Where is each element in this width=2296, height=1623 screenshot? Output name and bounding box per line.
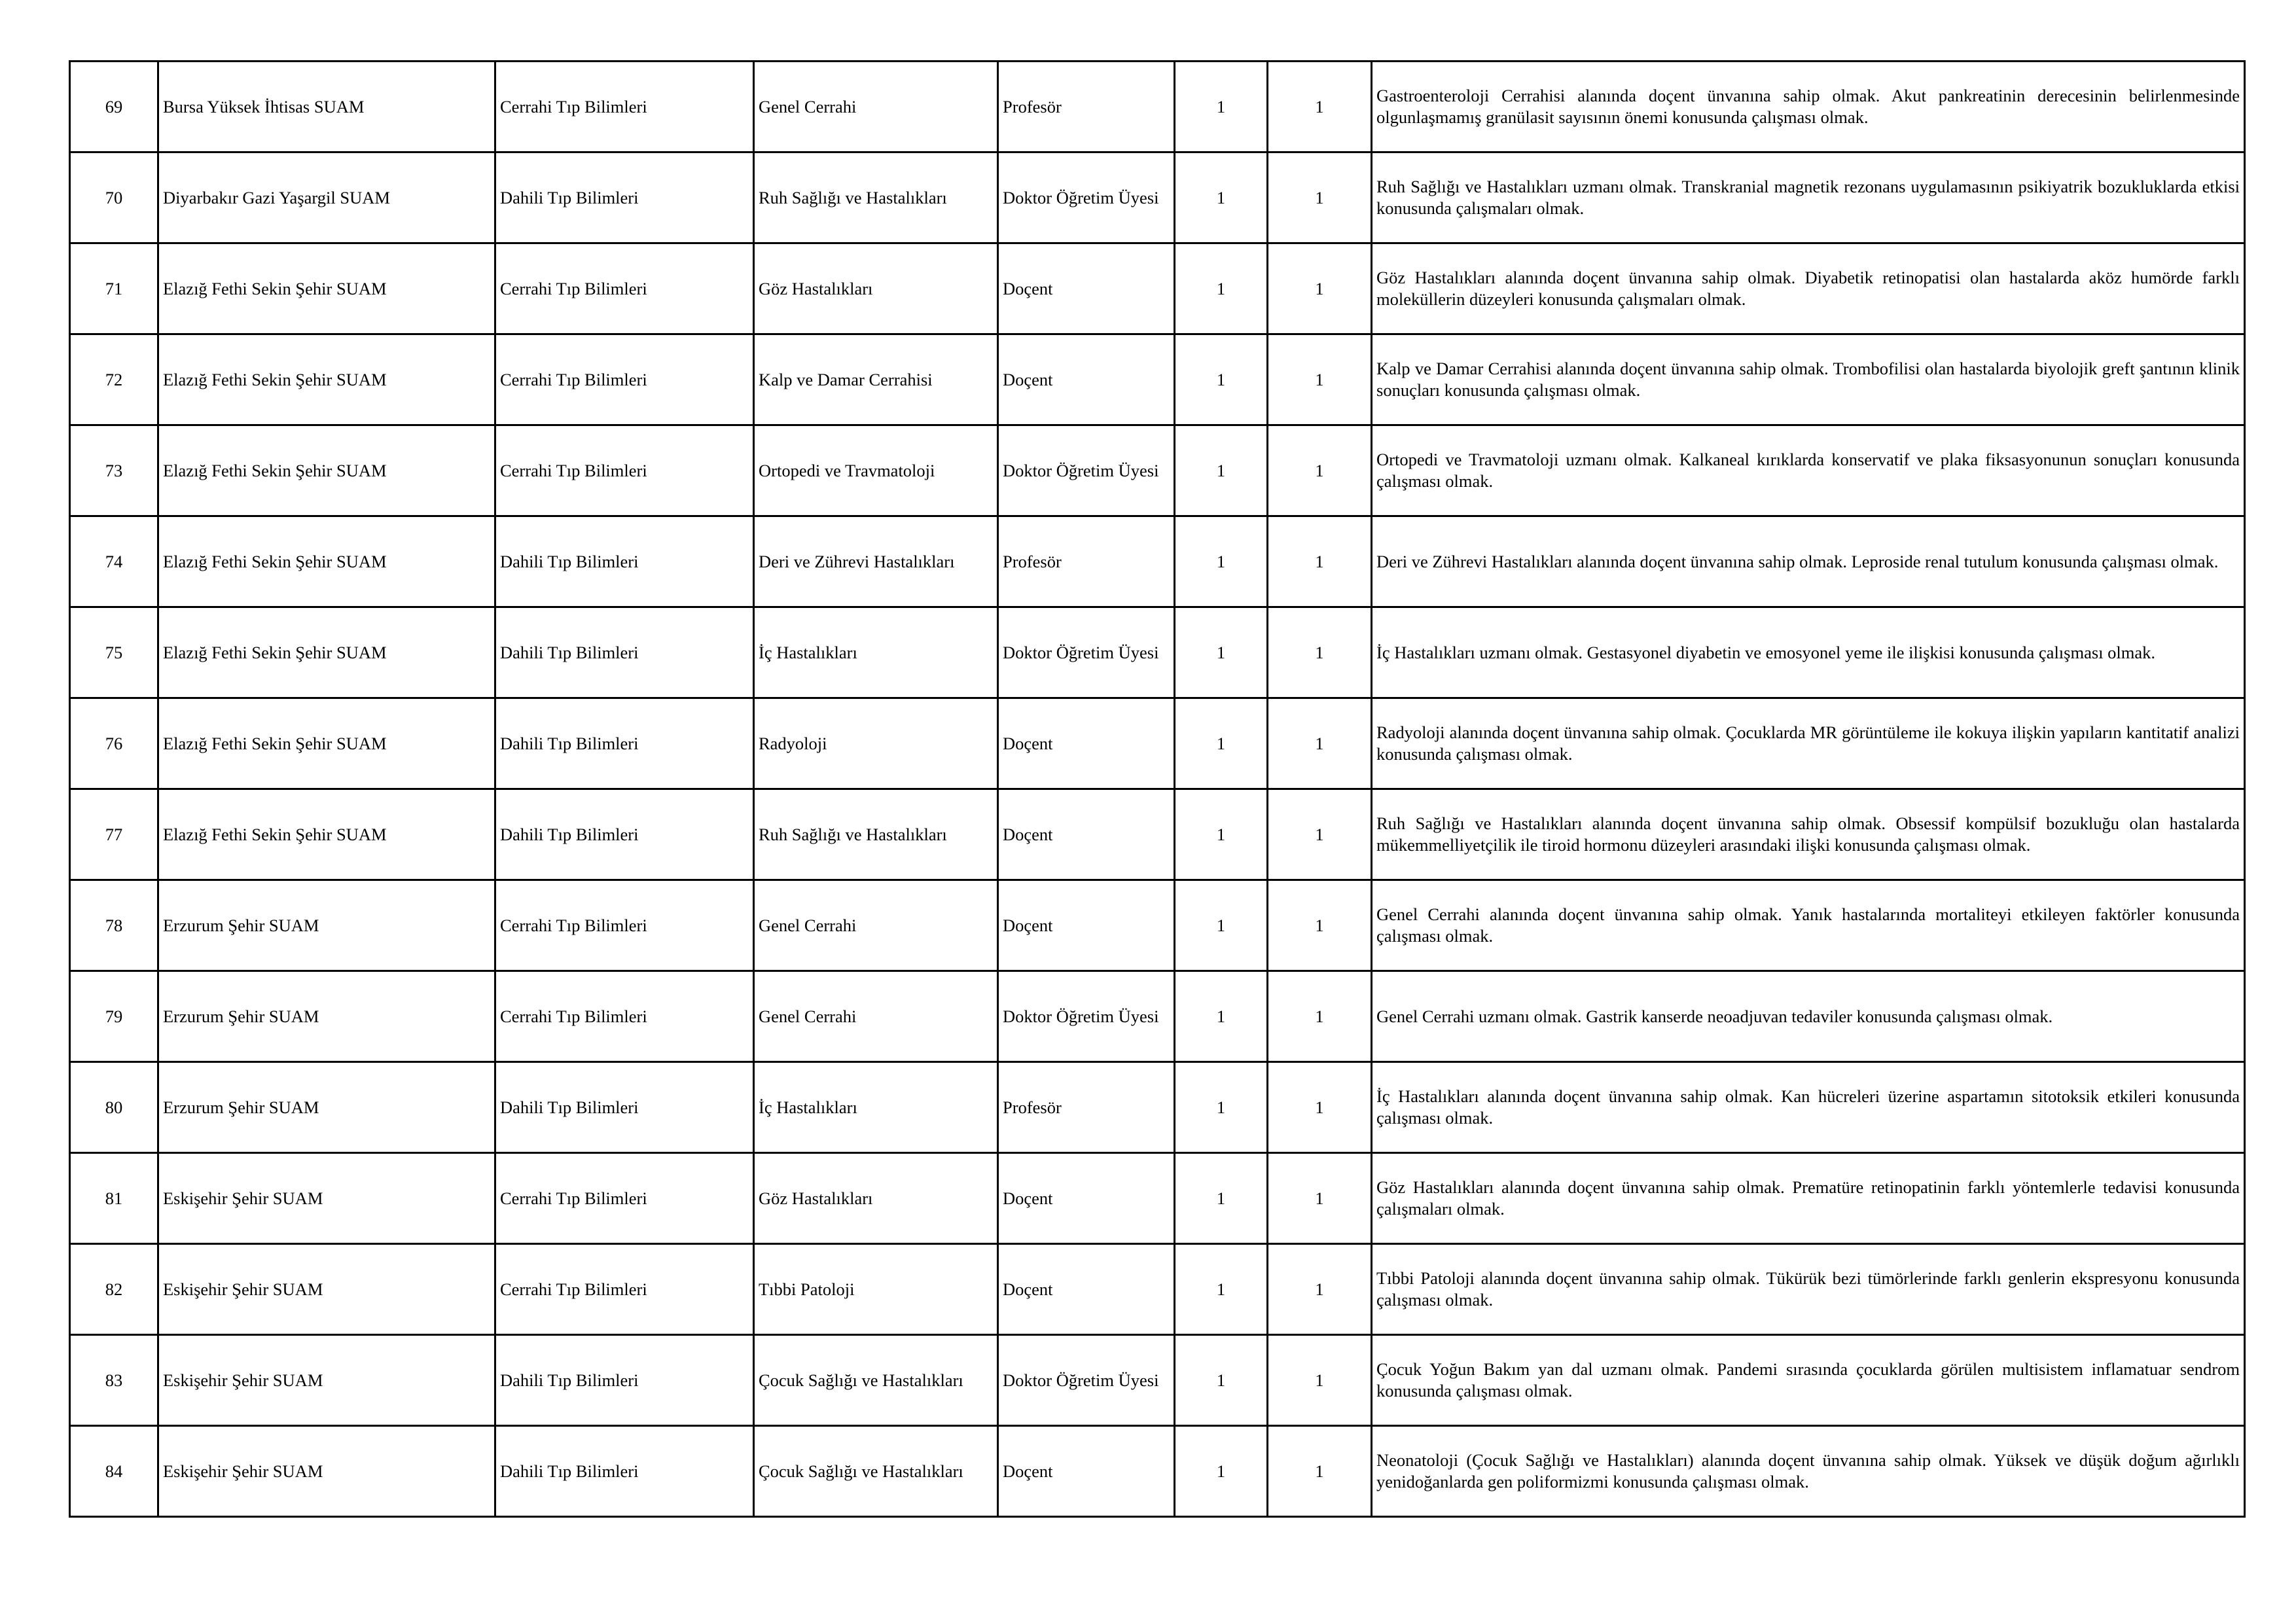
count-b-cell: 1 (1268, 880, 1372, 971)
requirement-cell: Ortopedi ve Travmatoloji uzmanı olmak. Kalkaneal kırıklarda konservatif ve plaka fiksasyonunun sonuçları konusunda çalışması olmak. (1372, 425, 2245, 516)
row-number-cell: 69 (70, 62, 158, 152)
row-number-cell: 78 (70, 880, 158, 971)
count-b-cell: 1 (1268, 1335, 1372, 1426)
academic-title-cell: Doktor Öğretim Üyesi (998, 1335, 1175, 1426)
academic-title-cell: Profesör (998, 62, 1175, 152)
field-cell: Cerrahi Tıp Bilimleri (495, 1153, 754, 1244)
field-cell: Cerrahi Tıp Bilimleri (495, 1244, 754, 1335)
requirement-cell: Genel Cerrahi uzmanı olmak. Gastrik kanserde neoadjuvan tedaviler konusunda çalışması olmak. (1372, 971, 2245, 1062)
count-a-cell: 1 (1175, 62, 1268, 152)
count-b-cell: 1 (1268, 1244, 1372, 1335)
count-b-cell: 1 (1268, 425, 1372, 516)
requirement-cell: Tıbbi Patoloji alanında doçent ünvanına sahip olmak. Tükürük bezi tümörlerinde farklı genlerin ekspresyonu konusunda çalışması olmak. (1372, 1244, 2245, 1335)
field-cell: Dahili Tıp Bilimleri (495, 607, 754, 698)
field-cell: Dahili Tıp Bilimleri (495, 152, 754, 243)
row-number-cell: 81 (70, 1153, 158, 1244)
institution-cell: Diyarbakır Gazi Yaşargil SUAM (158, 152, 495, 243)
table-row (70, 971, 2245, 1062)
field-cell: Dahili Tıp Bilimleri (495, 516, 754, 607)
institution-cell: Eskişehir Şehir SUAM (158, 1426, 495, 1517)
table-row (70, 334, 2245, 425)
table-row (70, 243, 2245, 334)
department-cell: İç Hastalıkları (754, 607, 998, 698)
institution-cell: Erzurum Şehir SUAM (158, 880, 495, 971)
academic-title-cell: Doçent (998, 880, 1175, 971)
count-b-cell: 1 (1268, 243, 1372, 334)
row-number-cell: 70 (70, 152, 158, 243)
field-cell: Cerrahi Tıp Bilimleri (495, 334, 754, 425)
department-cell: Göz Hastalıkları (754, 1153, 998, 1244)
count-a-cell: 1 (1175, 334, 1268, 425)
table-row (70, 607, 2245, 698)
requirement-cell: Ruh Sağlığı ve Hastalıkları alanında doçent ünvanına sahip olmak. Obsessif kompülsif bozukluğu olan hastalarda mükemmelliyetçilik ile tiroid hormonu düzeyleri arasındaki ilişki konusunda çalışması olmak. (1372, 789, 2245, 880)
count-a-cell: 1 (1175, 1335, 1268, 1426)
table-row (70, 698, 2245, 789)
table-row (70, 425, 2245, 516)
academic-title-cell: Profesör (998, 516, 1175, 607)
row-number-cell: 72 (70, 334, 158, 425)
field-cell: Cerrahi Tıp Bilimleri (495, 880, 754, 971)
count-b-cell: 1 (1268, 789, 1372, 880)
requirement-cell: İç Hastalıkları uzmanı olmak. Gestasyonel diyabetin ve emosyonel yeme ile ilişkisi konusunda çalışması olmak. (1372, 607, 2245, 698)
institution-cell: Erzurum Şehir SUAM (158, 1062, 495, 1153)
institution-cell: Eskişehir Şehir SUAM (158, 1244, 495, 1335)
department-cell: Genel Cerrahi (754, 971, 998, 1062)
row-number-cell: 80 (70, 1062, 158, 1153)
academic-title-cell: Doçent (998, 334, 1175, 425)
field-cell: Dahili Tıp Bilimleri (495, 1335, 754, 1426)
table-row (70, 152, 2245, 243)
field-cell: Dahili Tıp Bilimleri (495, 1426, 754, 1517)
requirement-cell: Kalp ve Damar Cerrahisi alanında doçent ünvanına sahip olmak. Trombofilisi olan hastalarda biyolojik greft şantının klinik sonuçları konusunda çalışması olmak. (1372, 334, 2245, 425)
field-cell: Cerrahi Tıp Bilimleri (495, 243, 754, 334)
count-a-cell: 1 (1175, 152, 1268, 243)
row-number-cell: 76 (70, 698, 158, 789)
requirement-cell: Neonatoloji (Çocuk Sağlığı ve Hastalıkları) alanında doçent ünvanına sahip olmak. Yüksek ve düşük doğum ağırlıklı yenidoğanlarda gen poliformizmi konusunda çalışması olmak. (1372, 1426, 2245, 1517)
department-cell: Ruh Sağlığı ve Hastalıkları (754, 152, 998, 243)
table-row (70, 62, 2245, 152)
count-a-cell: 1 (1175, 789, 1268, 880)
count-a-cell: 1 (1175, 698, 1268, 789)
count-b-cell: 1 (1268, 334, 1372, 425)
department-cell: İç Hastalıkları (754, 1062, 998, 1153)
count-b-cell: 1 (1268, 1426, 1372, 1517)
count-b-cell: 1 (1268, 62, 1372, 152)
institution-cell: Erzurum Şehir SUAM (158, 971, 495, 1062)
staff-positions-table (69, 60, 2246, 1518)
academic-title-cell: Doçent (998, 1244, 1175, 1335)
requirement-cell: İç Hastalıkları alanında doçent ünvanına sahip olmak. Kan hücreleri üzerine aspartamın sitotoksik etkileri konusunda çalışması olmak. (1372, 1062, 2245, 1153)
count-b-cell: 1 (1268, 1153, 1372, 1244)
department-cell: Genel Cerrahi (754, 880, 998, 971)
department-cell: Deri ve Zührevi Hastalıkları (754, 516, 998, 607)
count-b-cell: 1 (1268, 698, 1372, 789)
table-row (70, 789, 2245, 880)
department-cell: Ruh Sağlığı ve Hastalıkları (754, 789, 998, 880)
academic-title-cell: Doktor Öğretim Üyesi (998, 607, 1175, 698)
table-row (70, 1244, 2245, 1335)
count-b-cell: 1 (1268, 971, 1372, 1062)
academic-title-cell: Doçent (998, 1426, 1175, 1517)
institution-cell: Elazığ Fethi Sekin Şehir SUAM (158, 789, 495, 880)
row-number-cell: 77 (70, 789, 158, 880)
institution-cell: Eskişehir Şehir SUAM (158, 1153, 495, 1244)
department-cell: Radyoloji (754, 698, 998, 789)
institution-cell: Elazığ Fethi Sekin Şehir SUAM (158, 334, 495, 425)
department-cell: Genel Cerrahi (754, 62, 998, 152)
academic-title-cell: Doçent (998, 698, 1175, 789)
requirement-cell: Göz Hastalıkları alanında doçent ünvanına sahip olmak. Diyabetik retinopatisi olan hastalarda aköz humörde farklı moleküllerin düzeyleri konusunda çalışmaları olmak. (1372, 243, 2245, 334)
institution-cell: Elazığ Fethi Sekin Şehir SUAM (158, 243, 495, 334)
department-cell: Göz Hastalıkları (754, 243, 998, 334)
academic-title-cell: Doçent (998, 1153, 1175, 1244)
requirement-cell: Çocuk Yoğun Bakım yan dal uzmanı olmak. Pandemi sırasında çocuklarda görülen multisistem inflamatuar sendrom konusunda çalışması olmak. (1372, 1335, 2245, 1426)
count-a-cell: 1 (1175, 1153, 1268, 1244)
count-b-cell: 1 (1268, 516, 1372, 607)
department-cell: Çocuk Sağlığı ve Hastalıkları (754, 1335, 998, 1426)
row-number-cell: 71 (70, 243, 158, 334)
row-number-cell: 84 (70, 1426, 158, 1517)
table-body (70, 62, 2245, 1517)
department-cell: Tıbbi Patoloji (754, 1244, 998, 1335)
academic-title-cell: Profesör (998, 1062, 1175, 1153)
count-a-cell: 1 (1175, 607, 1268, 698)
table-row (70, 1153, 2245, 1244)
count-a-cell: 1 (1175, 1244, 1268, 1335)
row-number-cell: 83 (70, 1335, 158, 1426)
count-a-cell: 1 (1175, 880, 1268, 971)
count-a-cell: 1 (1175, 516, 1268, 607)
requirement-cell: Gastroenteroloji Cerrahisi alanında doçent ünvanına sahip olmak. Akut pankreatinin derecesinin belirlenmesinde olgunlaşmamış granülasit sayısının önemi konusunda çalışması olmak. (1372, 62, 2245, 152)
requirement-cell: Ruh Sağlığı ve Hastalıkları uzmanı olmak. Transkranial magnetik rezonans uygulamasının psikiyatrik bozukluklarda etkisi konusunda çalışmaları olmak. (1372, 152, 2245, 243)
requirement-cell: Radyoloji alanında doçent ünvanına sahip olmak. Çocuklarda MR görüntüleme ile kokuya ilişkin yapıların kantitatif analizi konusunda çalışması olmak. (1372, 698, 2245, 789)
department-cell: Ortopedi ve Travmatoloji (754, 425, 998, 516)
field-cell: Cerrahi Tıp Bilimleri (495, 425, 754, 516)
row-number-cell: 82 (70, 1244, 158, 1335)
field-cell: Dahili Tıp Bilimleri (495, 1062, 754, 1153)
institution-cell: Eskişehir Şehir SUAM (158, 1335, 495, 1426)
requirement-cell: Göz Hastalıkları alanında doçent ünvanına sahip olmak. Prematüre retinopatinin farklı yöntemlerle tedavisi konusunda çalışmaları olmak. (1372, 1153, 2245, 1244)
count-a-cell: 1 (1175, 971, 1268, 1062)
table-row (70, 1335, 2245, 1426)
academic-title-cell: Doktor Öğretim Üyesi (998, 152, 1175, 243)
count-b-cell: 1 (1268, 152, 1372, 243)
institution-cell: Bursa Yüksek İhtisas SUAM (158, 62, 495, 152)
count-b-cell: 1 (1268, 1062, 1372, 1153)
row-number-cell: 73 (70, 425, 158, 516)
institution-cell: Elazığ Fethi Sekin Şehir SUAM (158, 698, 495, 789)
requirement-cell: Deri ve Zührevi Hastalıkları alanında doçent ünvanına sahip olmak. Leproside renal tutulum konusunda çalışması olmak. (1372, 516, 2245, 607)
institution-cell: Elazığ Fethi Sekin Şehir SUAM (158, 516, 495, 607)
count-a-cell: 1 (1175, 425, 1268, 516)
institution-cell: Elazığ Fethi Sekin Şehir SUAM (158, 607, 495, 698)
table-row (70, 1062, 2245, 1153)
table-row (70, 1426, 2245, 1517)
institution-cell: Elazığ Fethi Sekin Şehir SUAM (158, 425, 495, 516)
field-cell: Cerrahi Tıp Bilimleri (495, 62, 754, 152)
field-cell: Dahili Tıp Bilimleri (495, 789, 754, 880)
table-row (70, 880, 2245, 971)
requirement-cell: Genel Cerrahi alanında doçent ünvanına sahip olmak. Yanık hastalarında mortaliteyi etkileyen faktörler konusunda çalışması olmak. (1372, 880, 2245, 971)
count-b-cell: 1 (1268, 607, 1372, 698)
row-number-cell: 79 (70, 971, 158, 1062)
count-a-cell: 1 (1175, 1062, 1268, 1153)
row-number-cell: 74 (70, 516, 158, 607)
academic-title-cell: Doktor Öğretim Üyesi (998, 971, 1175, 1062)
department-cell: Kalp ve Damar Cerrahisi (754, 334, 998, 425)
count-a-cell: 1 (1175, 1426, 1268, 1517)
academic-title-cell: Doçent (998, 243, 1175, 334)
count-a-cell: 1 (1175, 243, 1268, 334)
academic-title-cell: Doçent (998, 789, 1175, 880)
row-number-cell: 75 (70, 607, 158, 698)
field-cell: Dahili Tıp Bilimleri (495, 698, 754, 789)
academic-title-cell: Doktor Öğretim Üyesi (998, 425, 1175, 516)
department-cell: Çocuk Sağlığı ve Hastalıkları (754, 1426, 998, 1517)
table-row (70, 516, 2245, 607)
field-cell: Cerrahi Tıp Bilimleri (495, 971, 754, 1062)
